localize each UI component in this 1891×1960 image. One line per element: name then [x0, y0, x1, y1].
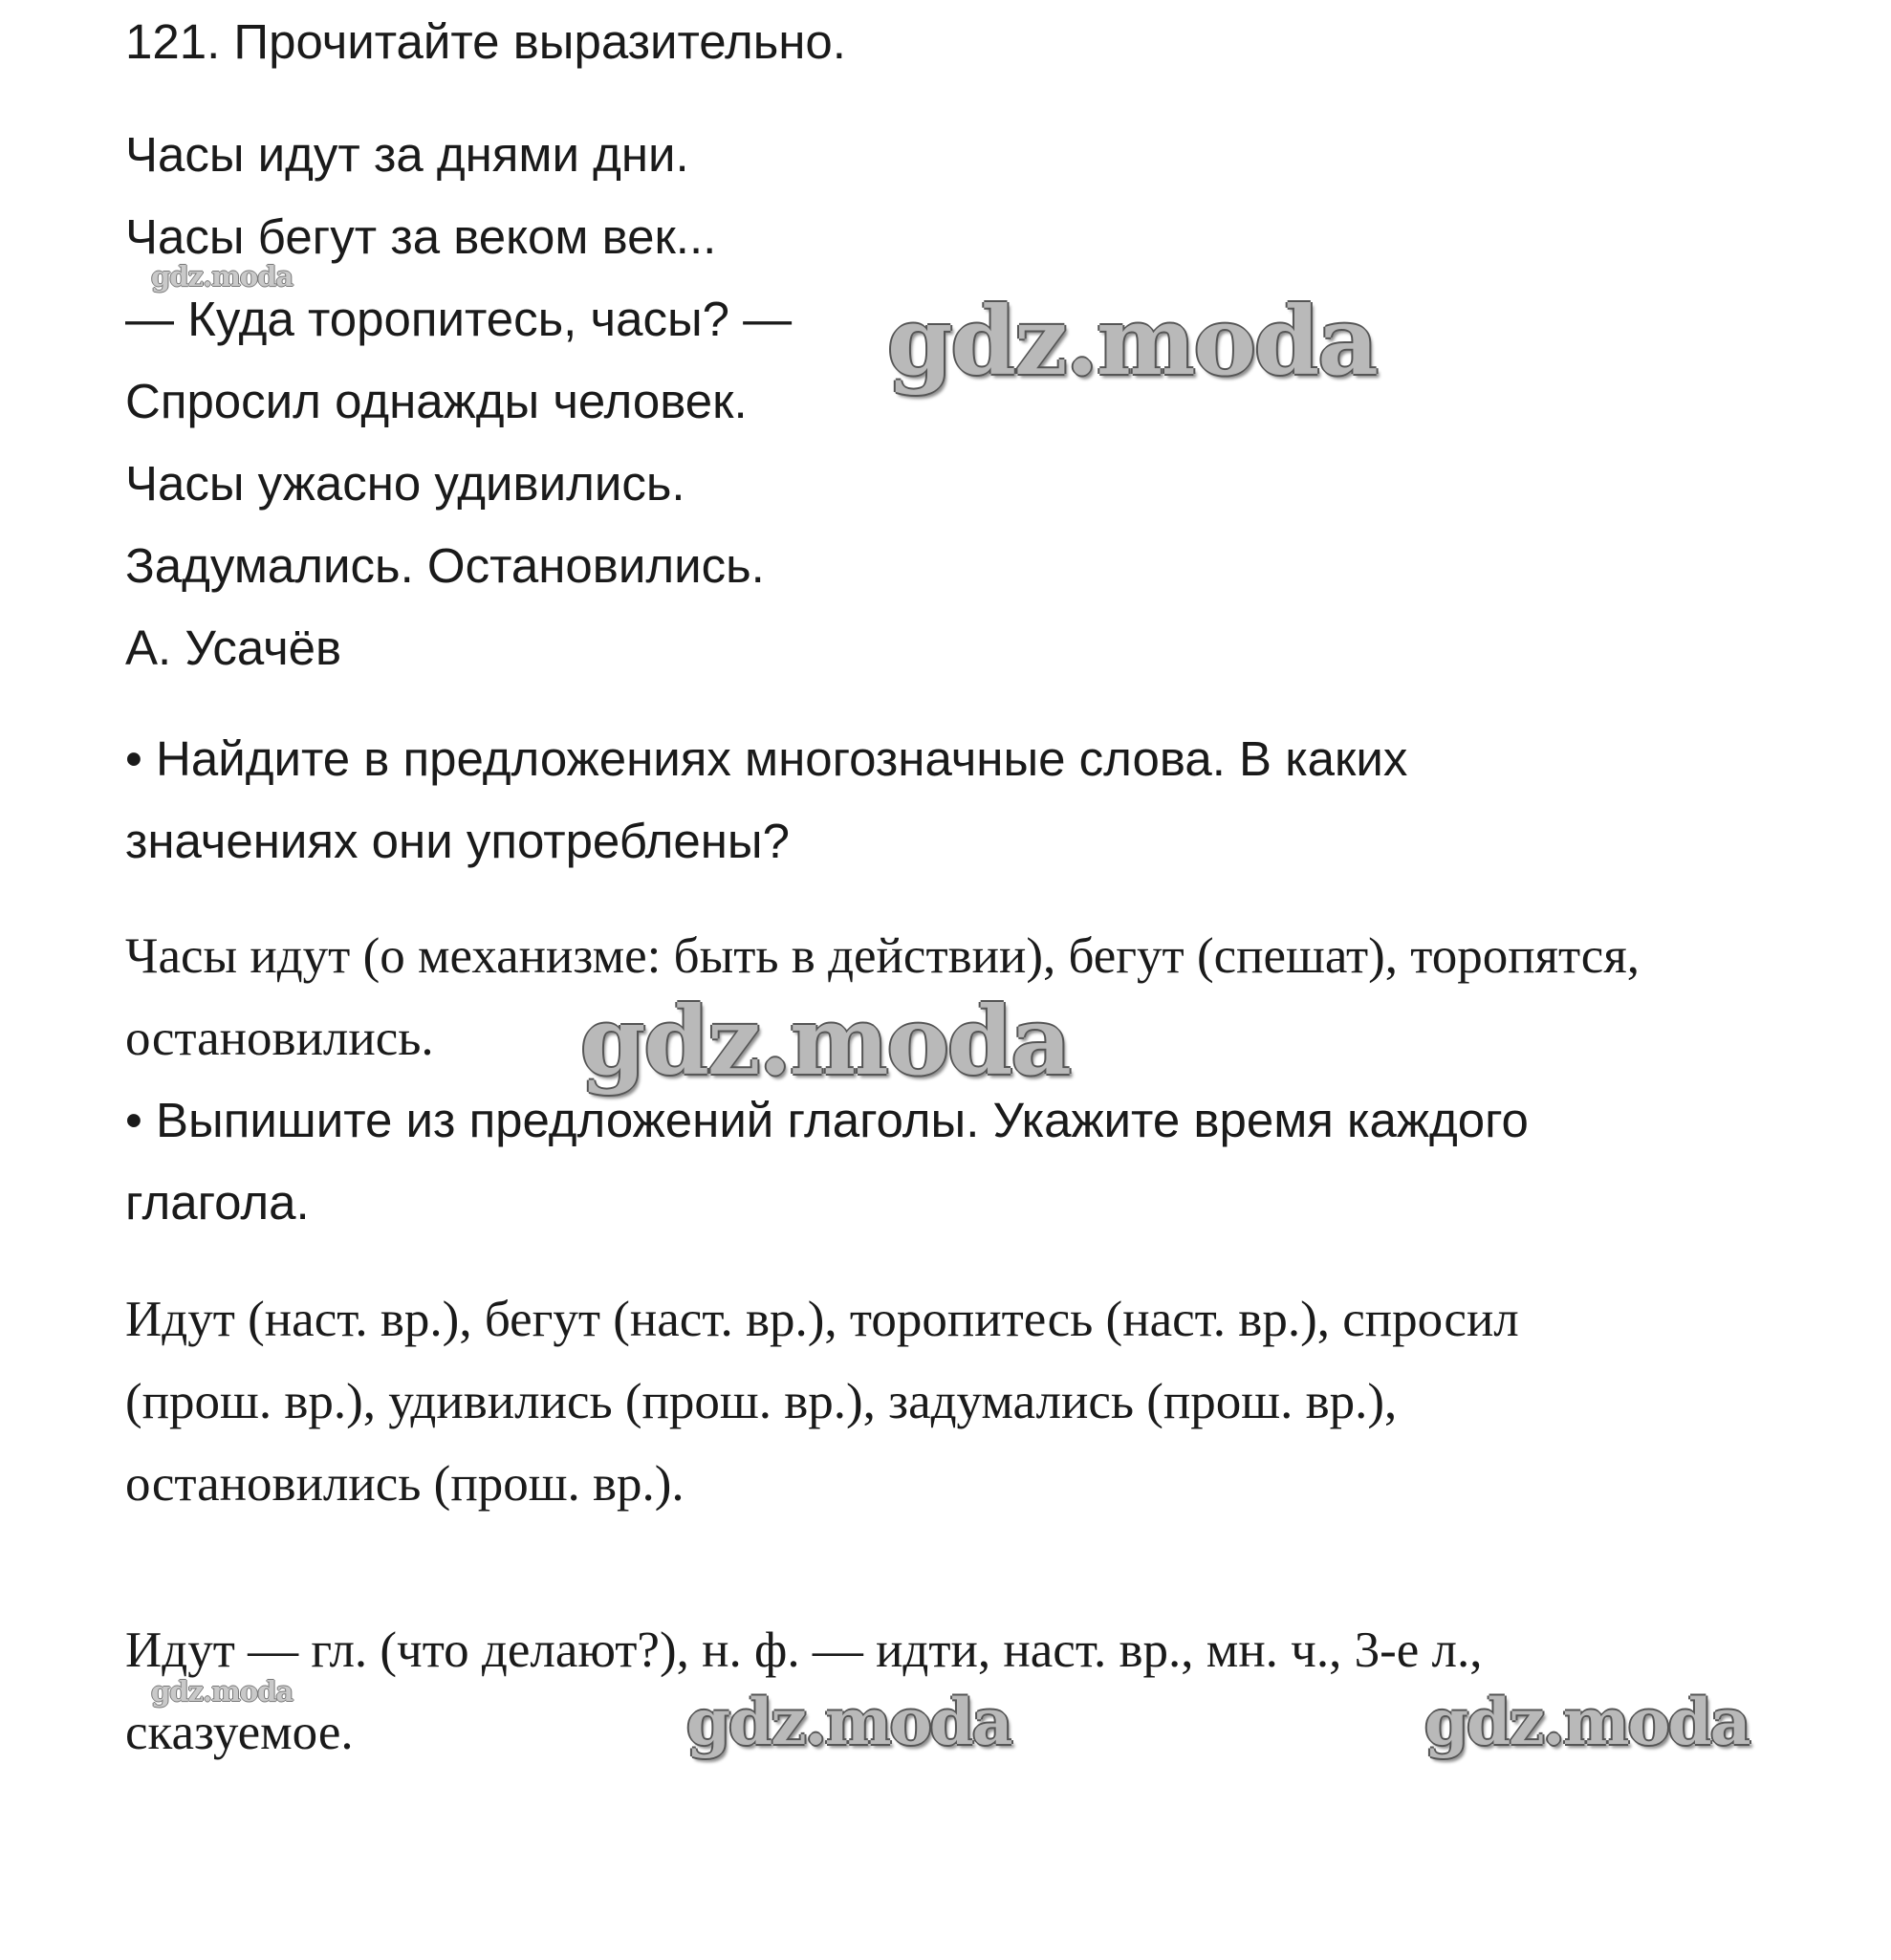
- answer-line: остановились.: [125, 1011, 434, 1066]
- poem-line: Часы идут за днями дни.: [125, 127, 689, 182]
- task-title: 121. Прочитайте выразительно.: [125, 14, 846, 69]
- poem-line: Спросил однажды человек.: [125, 374, 748, 428]
- poem-line: Часы ужасно удивились.: [125, 456, 685, 511]
- poem-author: А. Усачёв: [125, 621, 342, 675]
- question-line: значениях они употреблены?: [125, 814, 790, 868]
- watermark-small: gdz.moda: [151, 1675, 293, 1708]
- watermark-large: gdz.moda: [887, 287, 1377, 397]
- analysis-line: Идут — гл. (что делают?), н. ф. — идти, наст. вр., мн. ч., 3-е л.,: [125, 1622, 1483, 1678]
- watermark-small: gdz.moda: [151, 260, 293, 293]
- watermark-medium: gdz.moda: [1424, 1685, 1750, 1759]
- answer-line: Часы идут (о механизме: быть в действии), бегут (спешат), торопятся,: [125, 928, 1640, 984]
- watermark-medium: gdz.moda: [686, 1685, 1011, 1759]
- answer-line: Идут (наст. вр.), бегут (наст. вр.), торопитесь (наст. вр.), спросил: [125, 1292, 1519, 1347]
- watermark-large: gdz.moda: [580, 987, 1070, 1097]
- analysis-line: сказуемое.: [125, 1705, 354, 1760]
- question-line: • Выпишите из предложений глаголы. Укажите время каждого: [125, 1093, 1529, 1147]
- answer-line: остановились (прош. вр.).: [125, 1456, 685, 1512]
- poem-line: Задумались. Остановились.: [125, 538, 765, 593]
- poem-line: Часы бегут за веком век...: [125, 209, 717, 264]
- poem-line: — Куда торопитесь, часы? —: [125, 292, 793, 346]
- answer-line: (прош. вр.), удивились (прош. вр.), задумались (прош. вр.),: [125, 1374, 1398, 1429]
- question-line: • Найдите в предложениях многозначные слова. В каких: [125, 731, 1408, 786]
- question-line: глагола.: [125, 1175, 310, 1230]
